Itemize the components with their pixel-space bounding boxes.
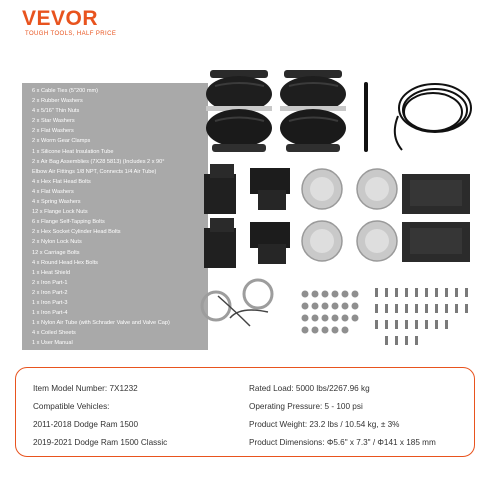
parts-list-item: 4 x Round Head Hex Bolts [32,259,98,266]
spec-rated-load: Rated Load: 5000 lbs/2267.96 kg [249,384,370,393]
spec-model-number: Item Model Number: 7X1232 [33,384,138,393]
parts-list-item: 12 x Carriage Bolts [32,249,80,256]
spec-vehicle-1: 2011-2018 Dodge Ram 1500 [33,420,138,429]
parts-list-item: 2 x Worm Gear Clamps [32,138,91,145]
parts-list-item: 4 x Hex Flat Head Bolts [32,178,91,185]
brand-name: VEVOR [22,7,99,30]
spec-operating-pressure: Operating Pressure: 5 - 100 psi [249,402,363,411]
product-parts-photo [180,56,480,356]
parts-list-item: 6 x Cable Ties (5"200 mm) [32,88,99,94]
parts-list-item: 2 x Hex Socket Cylinder Head Bolts [32,229,121,236]
worm-gear-clamps [202,280,272,326]
parts-list-item: 2 x Rubber Washers [32,98,83,105]
brand-tagline: TOUGH TOOLS, HALF PRICE [25,31,117,37]
round-plates [302,169,397,261]
parts-list-item: 1 x Silicone Heat Insulation Tube [32,148,114,155]
air-bag-left [206,70,272,152]
iron-brackets-bottom [204,218,290,268]
parts-list-item: 1 x Nylon Air Tube (with Schrader Valve and Valve Cap) [32,320,170,327]
parts-list-item: 2 x Nylon Lock Nuts [32,239,82,246]
hardware-bolts [375,288,468,345]
air-tube-coil [395,84,471,150]
parts-list-item: 4 x Spring Washers [32,199,81,206]
spec-product-weight: Product Weight: 23.2 lbs / 10.54 kg, ± 3% [249,420,400,429]
parts-list-item: 1 x Heat Shield [32,269,70,276]
heat-insulation-tube [364,82,368,152]
parts-list-item: 4 x 5/16" Thin Nuts [32,108,80,115]
parts-list-item: 2 x Star Washers [32,118,75,125]
parts-list-item: 2 x Iron Part-2 [32,289,68,296]
parts-list-item: Elbow Air Fittings 1/8 NPT, Connects 1/4 Air Tube) [32,168,157,175]
parts-list-item: 6 x Flange Self-Tapping Bolts [32,219,105,226]
parts-list-item: 1 x Iron Part-4 [32,310,68,317]
iron-brackets-top [204,164,290,214]
flat-plates [402,174,470,262]
parts-list-item: 2 x Iron Part-1 [32,279,68,286]
spec-compatible-label: Compatible Vehicles: [33,402,110,411]
vevor-logo [22,8,122,40]
parts-list-item: 12 x Flange Lock Nuts [32,209,88,216]
specifications-box [15,367,475,457]
spec-vehicle-2: 2019-2021 Dodge Ram 1500 Classic [33,438,168,447]
parts-list-item: 2 x Air Bag Assemblies (7X28 5813) (Includes 2 x 90° [32,158,165,165]
parts-list-item: 2 x Flat Washers [32,128,74,135]
air-bag-right [280,70,346,152]
parts-list-item: 4 x Coiled Sheets [32,330,76,337]
hardware-nuts-washers [302,291,359,334]
parts-list-item: 1 x Iron Part-3 [32,299,68,306]
spec-product-dimensions: Product Dimensions: Φ5.6" x 7.3" / Φ141 x 185 mm [249,438,436,447]
parts-list-item: 1 x User Manual [32,340,73,347]
parts-list-item: 4 x Flat Washers [32,188,74,195]
